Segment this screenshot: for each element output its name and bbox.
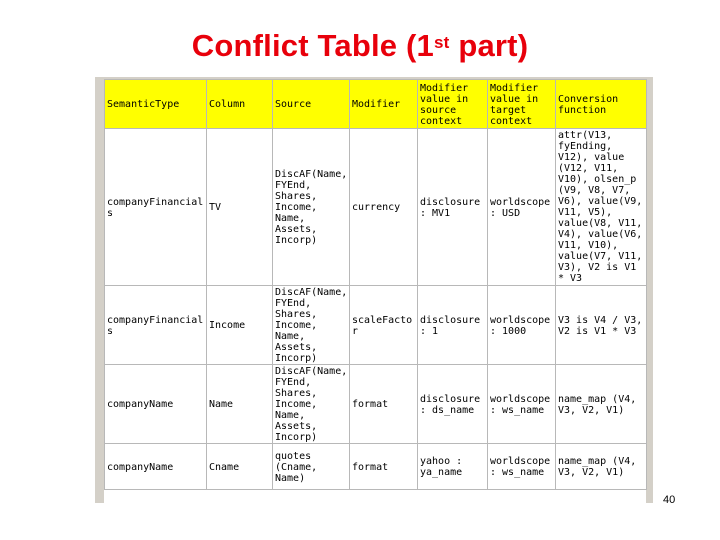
conflict-table xyxy=(104,79,647,490)
title-superscript: st xyxy=(434,33,450,52)
table-screenshot-frame xyxy=(95,77,653,503)
cell-target-context: worldscope : USD xyxy=(488,129,556,286)
cell-modifier: currency xyxy=(350,129,418,286)
cell-semantic-type: companyFinancials xyxy=(105,129,207,286)
cell-source: DiscAF(Name, FYEnd, Shares, Income, Name, Assets, Incorp) xyxy=(273,365,350,444)
cell-source: DiscAF(Name, FYEnd, Shares, Income, Name, Assets, Incorp) xyxy=(273,286,350,365)
title-main: Conflict Table (1 xyxy=(191,28,434,63)
cell-conversion-function: name_map (V4, V3, V2, V1) xyxy=(556,365,647,444)
cell-semantic-type: companyName xyxy=(105,365,207,444)
header-target-context: Modifier value in target context xyxy=(488,80,556,129)
cell-conversion-function: name_map (V4, V3, V2, V1) xyxy=(556,444,647,490)
spreadsheet-area xyxy=(104,79,646,503)
slide-title xyxy=(0,26,720,66)
cell-source: DiscAF(Name, FYEnd, Shares, Income, Name, Assets, Incorp) xyxy=(273,129,350,286)
cell-source-context: disclosure : 1 xyxy=(418,286,488,365)
header-conversion-function: Conversion function xyxy=(556,80,647,129)
cell-semantic-type: companyName xyxy=(105,444,207,490)
cell-source: quotes (Cname, Name) xyxy=(273,444,350,490)
header-row xyxy=(105,80,647,129)
header-source-context: Modifier value in source context xyxy=(418,80,488,129)
cell-conversion-function: attr(V13, fyEnding, V12), value (V12, V11, V10), olsen_p (V9, V8, V7, V6), value(V9, V11, V5), value(V8, V11, V4), value(V6, V11, V10), value(V7, V11, V3), V2 is V1 * V3 xyxy=(556,129,647,286)
cell-column: TV xyxy=(207,129,273,286)
cell-target-context: worldscope : 1000 xyxy=(488,286,556,365)
cell-semantic-type: companyFinancials xyxy=(105,286,207,365)
cell-modifier: format xyxy=(350,365,418,444)
table-row xyxy=(105,365,647,444)
cell-target-context: worldscope : ws_name xyxy=(488,365,556,444)
cell-source-context: disclosure : ds_name xyxy=(418,365,488,444)
table-row xyxy=(105,286,647,365)
cell-column: Cname xyxy=(207,444,273,490)
cell-source-context: disclosure : MV1 xyxy=(418,129,488,286)
cell-column: Income xyxy=(207,286,273,365)
cell-source-context: yahoo : ya_name xyxy=(418,444,488,490)
cell-target-context: worldscope : ws_name xyxy=(488,444,556,490)
cell-conversion-function: V3 is V4 / V3, V2 is V1 * V3 xyxy=(556,286,647,365)
header-modifier: Modifier xyxy=(350,80,418,129)
table-row xyxy=(105,444,647,490)
cell-column: Name xyxy=(207,365,273,444)
header-semantic-type: SemanticType xyxy=(105,80,207,129)
title-end: part) xyxy=(449,28,529,63)
table-row xyxy=(105,129,647,286)
cell-modifier: scaleFactor xyxy=(350,286,418,365)
cell-modifier: format xyxy=(350,444,418,490)
header-column: Column xyxy=(207,80,273,129)
page-number: 40 xyxy=(663,494,676,506)
header-source: Source xyxy=(273,80,350,129)
